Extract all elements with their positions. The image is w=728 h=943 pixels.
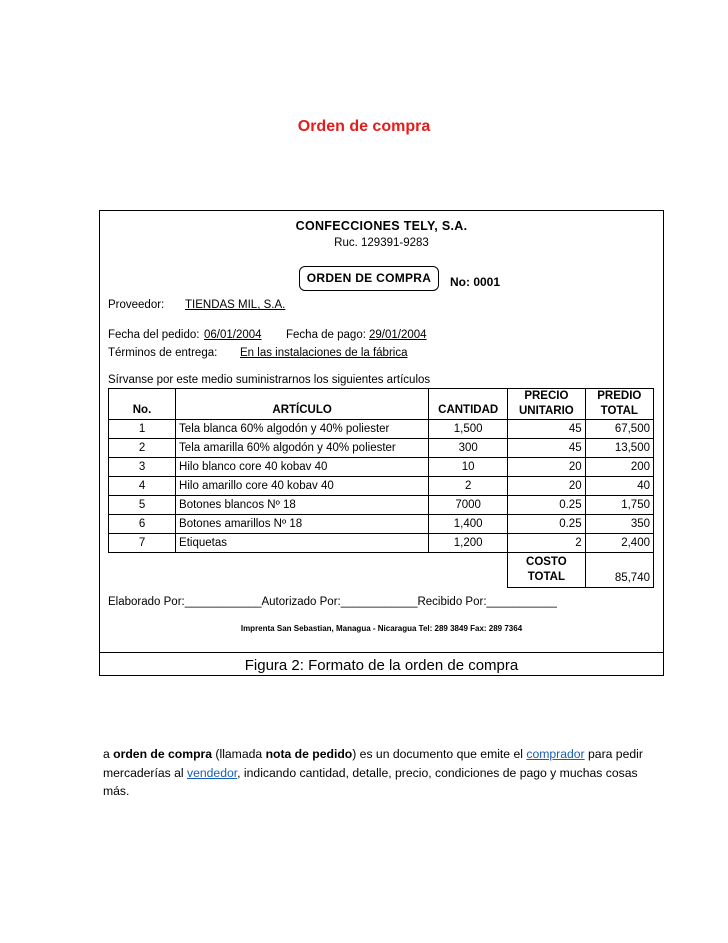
row-precio: 45 bbox=[508, 420, 586, 439]
costo-line1: COSTO bbox=[526, 556, 567, 568]
header-total-line2: TOTAL bbox=[600, 405, 638, 417]
description-paragraph bbox=[103, 745, 648, 801]
total-empty-2 bbox=[176, 553, 429, 588]
row-no: 6 bbox=[109, 515, 176, 534]
row-no: 3 bbox=[109, 458, 176, 477]
proveedor-value: TIENDAS MIL, S.A. bbox=[185, 299, 286, 311]
row-precio: 20 bbox=[508, 458, 586, 477]
table-header-row bbox=[109, 389, 654, 420]
row-total: 200 bbox=[585, 458, 653, 477]
row-articulo: Botones amarillos Nº 18 bbox=[176, 515, 429, 534]
header-articulo: ARTÍCULO bbox=[176, 389, 429, 420]
table-row bbox=[109, 477, 654, 496]
header-precio-line2: UNITARIO bbox=[518, 405, 574, 417]
row-no: 2 bbox=[109, 439, 176, 458]
fecha-pago-label: Fecha de pago: bbox=[286, 329, 366, 341]
row-cantidad: 300 bbox=[429, 439, 508, 458]
row-articulo: Botones blancos Nº 18 bbox=[176, 496, 429, 515]
total-empty-3 bbox=[429, 553, 508, 588]
row-articulo: Tela amarilla 60% algodón y 40% poliester bbox=[176, 439, 429, 458]
row-cantidad: 10 bbox=[429, 458, 508, 477]
total-row bbox=[109, 553, 654, 588]
fecha-pedido-value: 06/01/2004 bbox=[204, 329, 262, 341]
paragraph-text: a bbox=[103, 747, 114, 761]
costo-total-label bbox=[508, 553, 586, 588]
row-total: 2,400 bbox=[585, 534, 653, 553]
row-no: 5 bbox=[109, 496, 176, 515]
proveedor-label: Proveedor: bbox=[108, 299, 165, 311]
term-orden-de-compra: orden de compra bbox=[113, 747, 213, 761]
table-row bbox=[109, 420, 654, 439]
table-row bbox=[109, 496, 654, 515]
row-articulo: Hilo amarillo core 40 kobav 40 bbox=[176, 477, 429, 496]
order-title-box: ORDEN DE COMPRA bbox=[299, 266, 439, 291]
row-total: 13,500 bbox=[585, 439, 653, 458]
row-cantidad: 1,400 bbox=[429, 515, 508, 534]
row-total: 1,750 bbox=[585, 496, 653, 515]
link-comprador[interactable]: comprador bbox=[526, 747, 585, 761]
items-table bbox=[108, 388, 654, 588]
row-no: 1 bbox=[109, 420, 176, 439]
table-row bbox=[109, 515, 654, 534]
header-total bbox=[585, 389, 653, 420]
header-total-line1: PREDIO bbox=[597, 390, 642, 402]
row-no: 7 bbox=[109, 534, 176, 553]
paragraph-text: para pedir mercaderías al bbox=[103, 747, 643, 780]
row-cantidad: 1,500 bbox=[429, 420, 508, 439]
row-precio: 0.25 bbox=[508, 515, 586, 534]
paragraph-text: (llamada bbox=[212, 747, 266, 761]
row-articulo: Tela blanca 60% algodón y 40% poliester bbox=[176, 420, 429, 439]
header-no: No. bbox=[109, 389, 176, 420]
costo-total-value: 85,740 bbox=[585, 553, 653, 588]
company-name: CONFECCIONES TELY, S.A. bbox=[295, 219, 468, 233]
purchase-order-figure bbox=[99, 210, 664, 676]
header-precio-line1: PRECIO bbox=[524, 390, 569, 402]
row-no: 4 bbox=[109, 477, 176, 496]
link-vendedor[interactable]: vendedor bbox=[187, 765, 238, 780]
row-cantidad: 2 bbox=[429, 477, 508, 496]
company-ruc: Ruc. 129391-9283 bbox=[334, 237, 429, 249]
caption-divider bbox=[100, 652, 663, 653]
terminos-label: Términos de entrega: bbox=[108, 347, 218, 359]
row-articulo: Etiquetas bbox=[176, 534, 429, 553]
total-empty-1 bbox=[109, 553, 176, 588]
row-precio: 45 bbox=[508, 439, 586, 458]
row-total: 350 bbox=[585, 515, 653, 534]
request-line: Sírvanse por este medio suministrarnos los siguientes artículos bbox=[108, 374, 431, 386]
signature-line: Elaborado Por:____________Autorizado Por:____________Recibido Por:___________ bbox=[108, 596, 557, 608]
row-precio: 20 bbox=[508, 477, 586, 496]
paragraph-text: , indicando cantidad, detalle, precio, condiciones de pago y muchas cosas más. bbox=[103, 765, 638, 798]
row-articulo: Hilo blanco core 40 kobav 40 bbox=[176, 458, 429, 477]
terminos-value: En las instalaciones de la fábrica bbox=[240, 347, 408, 359]
paragraph-text: ) es un documento que emite el bbox=[352, 747, 527, 761]
row-cantidad: 1,200 bbox=[429, 534, 508, 553]
table-row bbox=[109, 458, 654, 477]
costo-line2: TOTAL bbox=[527, 571, 565, 583]
header-precio bbox=[508, 389, 586, 420]
table-row bbox=[109, 534, 654, 553]
fecha-pedido-label: Fecha del pedido: bbox=[108, 329, 200, 341]
row-cantidad: 7000 bbox=[429, 496, 508, 515]
row-precio: 0.25 bbox=[508, 496, 586, 515]
purchase-order-document bbox=[100, 211, 663, 652]
row-precio: 2 bbox=[508, 534, 586, 553]
page-title: Orden de compra bbox=[297, 118, 431, 135]
printer-footer: Imprenta San Sebastian, Managua - Nicaragua Tel: 289 3849 Fax: 289 7364 bbox=[240, 624, 523, 633]
header-cantidad: CANTIDAD bbox=[429, 389, 508, 420]
term-nota-de-pedido: nota de pedido bbox=[265, 747, 353, 761]
row-total: 67,500 bbox=[585, 420, 653, 439]
table-row bbox=[109, 439, 654, 458]
row-total: 40 bbox=[585, 477, 653, 496]
figure-caption: Figura 2: Formato de la orden de compra bbox=[244, 657, 519, 674]
order-number: No: 0001 bbox=[450, 275, 501, 289]
fecha-pago-value: 29/01/2004 bbox=[369, 329, 427, 341]
